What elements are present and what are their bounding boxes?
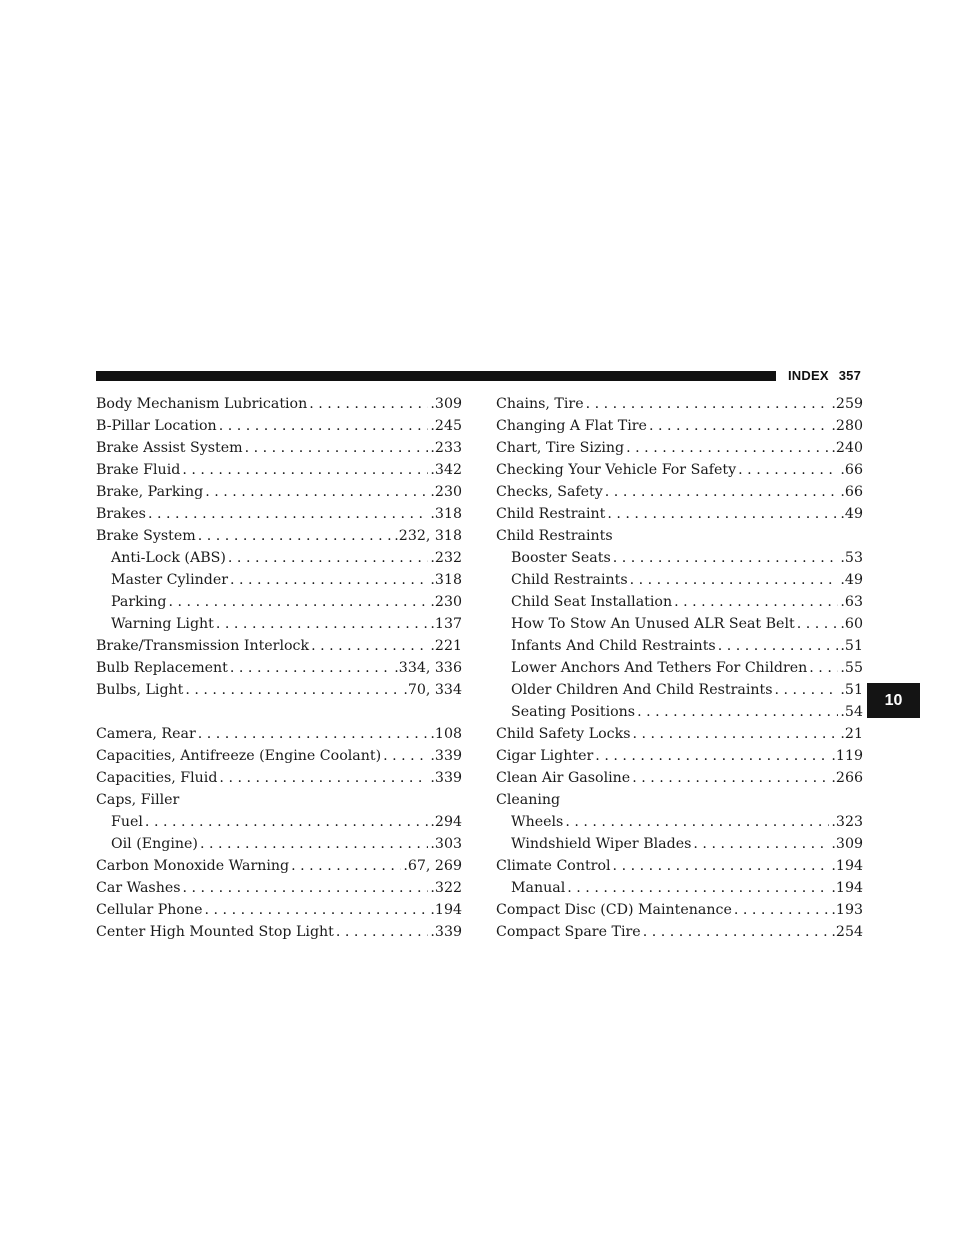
entry-page-ref[interactable]: .66 xyxy=(840,484,863,500)
index-entry xyxy=(96,525,462,547)
dot-leader xyxy=(595,745,829,767)
entry-term: Child Restraints xyxy=(496,528,613,544)
index-entry xyxy=(496,415,863,437)
index-subentry xyxy=(496,679,863,701)
entry-term: Center High Mounted Stop Light xyxy=(96,924,334,940)
dot-leader xyxy=(613,547,839,569)
dot-leader xyxy=(383,745,428,767)
entry-page-ref[interactable]: .339 xyxy=(430,770,462,786)
dot-leader xyxy=(643,921,830,943)
entry-term: Chains, Tire xyxy=(496,396,584,412)
entry-page-ref[interactable]: .194 xyxy=(831,858,863,874)
index-column-right xyxy=(496,393,863,943)
dot-leader xyxy=(775,679,839,701)
index-subentry xyxy=(96,591,462,613)
index-entry xyxy=(96,921,462,943)
section-label: INDEX xyxy=(788,368,829,383)
entry-gap xyxy=(96,701,462,723)
entry-term: Carbon Monoxide Warning xyxy=(96,858,290,874)
index-subentry xyxy=(496,569,863,591)
entry-page-ref[interactable]: .318 xyxy=(430,506,462,522)
dot-leader xyxy=(228,547,429,569)
entry-page-ref[interactable]: .49 xyxy=(840,506,863,522)
entry-term: Child Restraint xyxy=(496,506,606,522)
page-number: 357 xyxy=(838,368,862,383)
entry-page-ref[interactable]: .108 xyxy=(430,726,462,742)
entry-page-ref[interactable]: .230 xyxy=(430,594,462,610)
dot-leader xyxy=(169,591,429,613)
dot-leader xyxy=(230,657,392,679)
dot-leader xyxy=(185,679,401,701)
entry-page-ref[interactable]: .66 xyxy=(840,462,863,478)
dot-leader xyxy=(637,701,838,723)
entry-page-ref[interactable]: .339 xyxy=(430,924,462,940)
dot-leader xyxy=(565,811,829,833)
dot-leader xyxy=(183,877,429,899)
entry-term: Brake Fluid xyxy=(96,462,181,478)
entry-term: Changing A Flat Tire xyxy=(496,418,647,434)
dot-leader xyxy=(567,877,829,899)
entry-term: Car Washes xyxy=(96,880,181,896)
entry-page-ref[interactable]: .230 xyxy=(430,484,462,500)
dot-leader xyxy=(148,503,428,525)
entry-page-ref[interactable]: .51 xyxy=(840,638,863,654)
entry-term: Master Cylinder xyxy=(111,572,228,588)
dot-leader xyxy=(586,393,830,415)
entry-term: Seating Positions xyxy=(511,704,636,720)
entry-term: Infants And Child Restraints xyxy=(511,638,716,654)
entry-term: Capacities, Fluid xyxy=(96,770,218,786)
dot-leader xyxy=(311,635,428,657)
index-subentry xyxy=(96,613,462,635)
index-entry xyxy=(496,503,863,525)
dot-leader xyxy=(219,767,428,789)
dot-leader xyxy=(245,437,429,459)
index-subentry xyxy=(496,591,863,613)
entry-term: Checking Your Vehicle For Safety xyxy=(496,462,737,478)
entry-term: Wheels xyxy=(511,814,564,830)
dot-leader xyxy=(145,811,428,833)
entry-term: Child Restraints xyxy=(511,572,628,588)
dot-leader xyxy=(205,481,428,503)
index-entry xyxy=(496,855,863,877)
entry-term: Camera, Rear xyxy=(96,726,196,742)
entry-page-ref[interactable]: .294 xyxy=(430,814,462,830)
entry-page-ref[interactable]: .334, 336 xyxy=(394,660,462,676)
index-entry xyxy=(96,745,462,767)
dot-leader xyxy=(291,855,401,877)
dot-leader xyxy=(693,833,829,855)
entry-term: Brake, Parking xyxy=(96,484,204,500)
entry-page-ref[interactable]: .193 xyxy=(831,902,863,918)
dot-leader xyxy=(230,569,428,591)
index-entry xyxy=(96,723,462,745)
entry-term: B-Pillar Location xyxy=(96,418,217,434)
entry-page-ref[interactable]: .323 xyxy=(831,814,863,830)
entry-page-ref[interactable]: .342 xyxy=(430,462,462,478)
chapter-tab[interactable]: 10 xyxy=(867,683,920,718)
entry-page-ref[interactable]: .232 xyxy=(430,550,462,566)
index-subentry xyxy=(96,833,462,855)
entry-term: Cleaning xyxy=(496,792,561,808)
entry-page-ref[interactable]: .21 xyxy=(840,726,863,742)
index-entry xyxy=(496,481,863,503)
index-entry xyxy=(96,657,462,679)
entry-page-ref[interactable]: .322 xyxy=(430,880,462,896)
entry-term: Compact Spare Tire xyxy=(496,924,641,940)
index-entry xyxy=(496,723,863,745)
dot-leader xyxy=(718,635,839,657)
dot-leader xyxy=(738,459,838,481)
entry-page-ref[interactable]: .254 xyxy=(831,924,863,940)
index-entry xyxy=(96,437,462,459)
entry-term: How To Stow An Unused ALR Seat Belt xyxy=(511,616,795,632)
dot-leader xyxy=(797,613,839,635)
entry-term: Checks, Safety xyxy=(496,484,603,500)
index-entry xyxy=(96,679,462,701)
entry-term: Brake Assist System xyxy=(96,440,243,456)
entry-term: Cigar Lighter xyxy=(496,748,594,764)
index-entry xyxy=(496,745,863,767)
entry-term: Clean Air Gasoline xyxy=(496,770,631,786)
entry-term: Lower Anchors And Tethers For Children xyxy=(511,660,808,676)
index-entry xyxy=(496,459,863,481)
index-heading xyxy=(496,789,863,811)
entry-term: Warning Light xyxy=(111,616,214,632)
index-subentry xyxy=(496,833,863,855)
entry-term: Brake System xyxy=(96,528,196,544)
entry-page-ref[interactable]: .280 xyxy=(831,418,863,434)
entry-term: Windshield Wiper Blades xyxy=(511,836,692,852)
index-entry xyxy=(96,503,462,525)
dot-leader xyxy=(336,921,429,943)
entry-page-ref[interactable]: .63 xyxy=(840,594,863,610)
entry-term: Booster Seats xyxy=(511,550,611,566)
entry-term: Bulb Replacement xyxy=(96,660,228,676)
entry-page-ref[interactable]: .67, 269 xyxy=(403,858,462,874)
entry-term: Anti-Lock (ABS) xyxy=(111,550,226,566)
index-entry xyxy=(96,855,462,877)
entry-page-ref[interactable]: .266 xyxy=(831,770,863,786)
index-entry xyxy=(496,899,863,921)
index-subentry xyxy=(496,635,863,657)
entry-page-ref[interactable]: .318 xyxy=(430,572,462,588)
index-subentry xyxy=(96,547,462,569)
entry-page-ref[interactable]: .60 xyxy=(840,616,863,632)
entry-term: Caps, Filler xyxy=(96,792,180,808)
entry-term: Manual xyxy=(511,880,566,896)
dot-leader xyxy=(674,591,838,613)
index-column-left xyxy=(96,393,462,943)
dot-leader xyxy=(607,503,838,525)
index-entry xyxy=(96,415,462,437)
dot-leader xyxy=(200,833,428,855)
entry-page-ref[interactable]: .259 xyxy=(831,396,863,412)
entry-term: Older Children And Child Restraints xyxy=(511,682,773,698)
entry-term: Chart, Tire Sizing xyxy=(496,440,625,456)
entry-page-ref[interactable]: .137 xyxy=(430,616,462,632)
entry-page-ref[interactable]: .233 xyxy=(430,440,462,456)
entry-term: Capacities, Antifreeze (Engine Coolant) xyxy=(96,748,382,764)
index-entry xyxy=(496,437,863,459)
index-subentry xyxy=(496,613,863,635)
index-subentry xyxy=(496,877,863,899)
entry-term: Fuel xyxy=(111,814,143,830)
entry-page-ref[interactable]: .245 xyxy=(430,418,462,434)
entry-term: Brakes xyxy=(96,506,146,522)
entry-term: Bulbs, Light xyxy=(96,682,184,698)
entry-page-ref[interactable]: .53 xyxy=(840,550,863,566)
index-entry xyxy=(96,481,462,503)
entry-term: Climate Control xyxy=(496,858,611,874)
entry-term: Parking xyxy=(111,594,167,610)
index-heading xyxy=(496,525,863,547)
index-subentry xyxy=(496,701,863,723)
index-entry xyxy=(96,635,462,657)
entry-term: Oil (Engine) xyxy=(111,836,198,852)
entry-page-ref[interactable]: .55 xyxy=(840,660,863,676)
dot-leader xyxy=(198,723,429,745)
index-subentry xyxy=(96,811,462,833)
entry-page-ref[interactable]: .232, 318 xyxy=(394,528,462,544)
entry-page-ref[interactable]: .70, 334 xyxy=(403,682,462,698)
entry-page-ref[interactable]: .51 xyxy=(840,682,863,698)
entry-term: Cellular Phone xyxy=(96,902,203,918)
entry-page-ref[interactable]: .119 xyxy=(831,748,863,764)
entry-term: Child Seat Installation xyxy=(511,594,673,610)
entry-page-ref[interactable]: .54 xyxy=(840,704,863,720)
entry-page-ref[interactable]: .303 xyxy=(430,836,462,852)
dot-leader xyxy=(630,569,839,591)
dot-leader xyxy=(632,767,829,789)
dot-leader xyxy=(613,855,830,877)
dot-leader xyxy=(198,525,393,547)
entry-term: Compact Disc (CD) Maintenance xyxy=(496,902,732,918)
index-subentry xyxy=(496,547,863,569)
index-entry xyxy=(496,393,863,415)
dot-leader xyxy=(205,899,429,921)
entry-term: Brake/Transmission Interlock xyxy=(96,638,310,654)
index-entry xyxy=(96,459,462,481)
dot-leader xyxy=(182,459,428,481)
entry-page-ref[interactable]: .240 xyxy=(831,440,863,456)
index-subentry xyxy=(496,657,863,679)
dot-leader xyxy=(633,723,839,745)
index-entry xyxy=(96,899,462,921)
entry-page-ref[interactable]: .339 xyxy=(430,748,462,764)
index-entry xyxy=(496,767,863,789)
running-header xyxy=(788,368,861,383)
entry-term: Child Safety Locks xyxy=(496,726,631,742)
index-entry xyxy=(96,877,462,899)
entry-page-ref[interactable]: .309 xyxy=(831,836,863,852)
dot-leader xyxy=(809,657,838,679)
entry-page-ref[interactable]: .194 xyxy=(430,902,462,918)
dot-leader xyxy=(309,393,428,415)
dot-leader xyxy=(219,415,429,437)
entry-page-ref[interactable]: .309 xyxy=(430,396,462,412)
index-subentry xyxy=(496,811,863,833)
dot-leader xyxy=(216,613,429,635)
entry-page-ref[interactable]: .49 xyxy=(840,572,863,588)
index-entry xyxy=(496,921,863,943)
index-entry xyxy=(96,393,462,415)
dot-leader xyxy=(626,437,829,459)
header-rule xyxy=(96,371,776,381)
dot-leader xyxy=(605,481,839,503)
index-subentry xyxy=(96,569,462,591)
index-heading xyxy=(96,789,462,811)
dot-leader xyxy=(734,899,830,921)
index-entry xyxy=(96,767,462,789)
entry-page-ref[interactable]: .221 xyxy=(430,638,462,654)
entry-term: Body Mechanism Lubrication xyxy=(96,396,308,412)
entry-page-ref[interactable]: .194 xyxy=(831,880,863,896)
dot-leader xyxy=(649,415,829,437)
